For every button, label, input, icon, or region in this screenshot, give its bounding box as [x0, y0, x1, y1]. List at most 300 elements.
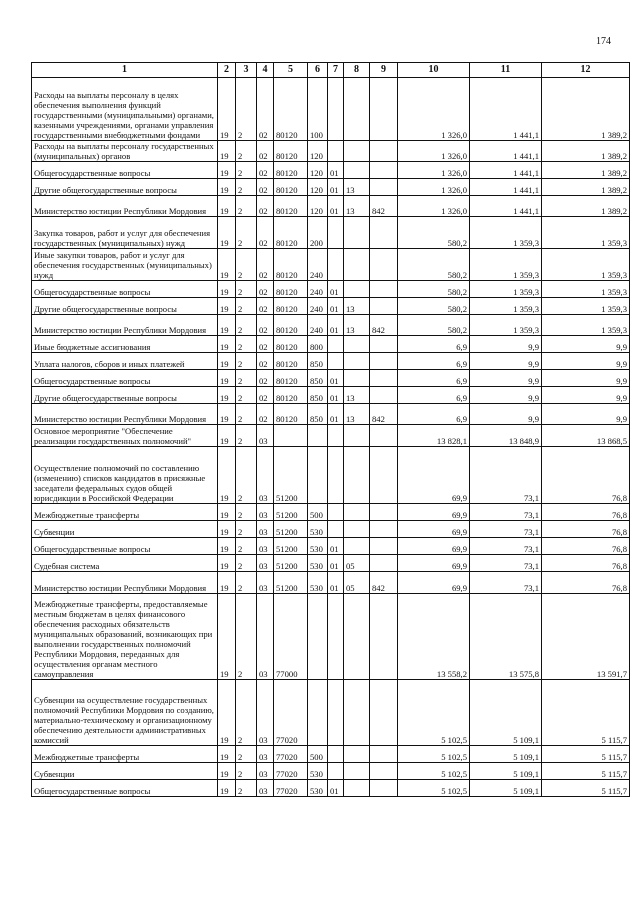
code-cell: 2	[236, 179, 257, 196]
amount-cell: 6,9	[398, 353, 470, 370]
amount-cell: 1 359,3	[542, 281, 630, 298]
code-cell: 01	[328, 281, 344, 298]
page-number: 174	[596, 36, 611, 47]
column-header: 10	[398, 63, 470, 78]
amount-cell: 5 115,7	[542, 763, 630, 780]
code-cell: 530	[308, 763, 328, 780]
row-description: Общегосударственные вопросы	[32, 780, 218, 797]
amount-cell: 73,1	[470, 521, 542, 538]
code-cell: 850	[308, 387, 328, 404]
code-cell: 01	[328, 555, 344, 572]
code-cell: 02	[257, 315, 274, 336]
row-description: Закупка товаров, работ и услуг для обеспечения государственных (муниципальных) нужд	[32, 217, 218, 249]
table-row	[32, 780, 630, 797]
amount-cell: 1 441,1	[470, 179, 542, 196]
code-cell	[370, 141, 398, 162]
amount-cell: 5 102,5	[398, 763, 470, 780]
row-description: Общегосударственные вопросы	[32, 281, 218, 298]
code-cell: 51200	[274, 521, 308, 538]
amount-cell: 580,2	[398, 217, 470, 249]
amount-cell: 5 115,7	[542, 780, 630, 797]
amount-cell: 76,8	[542, 538, 630, 555]
row-description: Межбюджетные трансферты	[32, 746, 218, 763]
table-row	[32, 404, 630, 425]
code-cell: 51200	[274, 447, 308, 504]
amount-cell: 13 868,5	[542, 425, 630, 447]
amount-cell: 1 326,0	[398, 196, 470, 217]
code-cell	[370, 249, 398, 281]
amount-cell: 1 441,1	[470, 78, 542, 141]
amount-cell: 1 359,3	[470, 315, 542, 336]
code-cell: 80120	[274, 298, 308, 315]
code-cell: 19	[218, 538, 236, 555]
amount-cell: 5 109,1	[470, 746, 542, 763]
code-cell: 842	[370, 315, 398, 336]
table-row	[32, 555, 630, 572]
table-row	[32, 281, 630, 298]
code-cell: 05	[344, 572, 370, 594]
code-cell	[344, 504, 370, 521]
code-cell	[370, 746, 398, 763]
code-cell	[328, 746, 344, 763]
code-cell	[344, 217, 370, 249]
code-cell: 2	[236, 249, 257, 281]
code-cell: 19	[218, 521, 236, 538]
code-cell: 03	[257, 555, 274, 572]
code-cell: 2	[236, 281, 257, 298]
code-cell	[328, 78, 344, 141]
amount-cell: 69,9	[398, 447, 470, 504]
code-cell	[344, 353, 370, 370]
code-cell	[328, 447, 344, 504]
code-cell: 19	[218, 353, 236, 370]
code-cell: 01	[328, 315, 344, 336]
code-cell	[370, 425, 398, 447]
code-cell: 2	[236, 538, 257, 555]
code-cell: 01	[328, 196, 344, 217]
code-cell: 2	[236, 425, 257, 447]
code-cell	[370, 447, 398, 504]
code-cell	[370, 162, 398, 179]
amount-cell: 76,8	[542, 572, 630, 594]
row-description: Другие общегосударственные вопросы	[32, 298, 218, 315]
amount-cell: 13 591,7	[542, 594, 630, 680]
code-cell: 120	[308, 196, 328, 217]
code-cell: 51200	[274, 504, 308, 521]
amount-cell: 1 441,1	[470, 196, 542, 217]
amount-cell: 6,9	[398, 336, 470, 353]
column-header: 12	[542, 63, 630, 78]
code-cell: 2	[236, 370, 257, 387]
code-cell: 51200	[274, 555, 308, 572]
code-cell	[328, 336, 344, 353]
amount-cell: 73,1	[470, 555, 542, 572]
code-cell	[370, 281, 398, 298]
code-cell: 80120	[274, 179, 308, 196]
code-cell: 03	[257, 504, 274, 521]
code-cell: 19	[218, 336, 236, 353]
amount-cell: 1 389,2	[542, 78, 630, 141]
code-cell	[370, 78, 398, 141]
code-cell: 02	[257, 404, 274, 425]
code-cell: 2	[236, 217, 257, 249]
amount-cell: 1 359,3	[470, 298, 542, 315]
code-cell: 120	[308, 179, 328, 196]
code-cell: 80120	[274, 387, 308, 404]
table-body	[32, 78, 630, 797]
table-row	[32, 387, 630, 404]
amount-cell: 1 389,2	[542, 196, 630, 217]
code-cell: 13	[344, 404, 370, 425]
code-cell: 842	[370, 572, 398, 594]
code-cell: 19	[218, 447, 236, 504]
amount-cell: 1 441,1	[470, 162, 542, 179]
amount-cell: 69,9	[398, 538, 470, 555]
code-cell: 530	[308, 521, 328, 538]
row-description: Общегосударственные вопросы	[32, 370, 218, 387]
table-row	[32, 78, 630, 141]
code-cell: 19	[218, 179, 236, 196]
amount-cell: 5 115,7	[542, 680, 630, 746]
amount-cell: 76,8	[542, 447, 630, 504]
code-cell: 2	[236, 746, 257, 763]
code-cell	[344, 370, 370, 387]
code-cell: 01	[328, 162, 344, 179]
row-description: Иные закупки товаров, работ и услуг для обеспечения государственных (муниципальных) нужд	[32, 249, 218, 281]
amount-cell: 1 359,3	[542, 298, 630, 315]
code-cell: 19	[218, 141, 236, 162]
code-cell: 03	[257, 425, 274, 447]
code-cell: 530	[308, 572, 328, 594]
code-cell: 19	[218, 281, 236, 298]
amount-cell: 1 359,3	[542, 315, 630, 336]
row-description: Расходы на выплаты персоналу в целях обеспечения выполнения функций государственными (муниципальными) органами, казенными учреждениями, органами управления государственными внебюджетными фондами	[32, 78, 218, 141]
code-cell: 05	[344, 555, 370, 572]
table-row	[32, 521, 630, 538]
code-cell	[370, 217, 398, 249]
code-cell: 19	[218, 680, 236, 746]
code-cell: 850	[308, 404, 328, 425]
code-cell: 02	[257, 141, 274, 162]
code-cell: 842	[370, 404, 398, 425]
code-cell: 530	[308, 780, 328, 797]
table-row	[32, 315, 630, 336]
table-row	[32, 336, 630, 353]
column-header: 11	[470, 63, 542, 78]
amount-cell: 1 326,0	[398, 162, 470, 179]
code-cell: 2	[236, 780, 257, 797]
table-row	[32, 196, 630, 217]
amount-cell: 580,2	[398, 315, 470, 336]
code-cell: 2	[236, 141, 257, 162]
code-cell: 100	[308, 78, 328, 141]
code-cell: 01	[328, 179, 344, 196]
code-cell: 850	[308, 353, 328, 370]
code-cell: 2	[236, 763, 257, 780]
row-description: Основное мероприятие "Обеспечение реализации государственных полномочий"	[32, 425, 218, 447]
code-cell: 77020	[274, 680, 308, 746]
code-cell: 500	[308, 746, 328, 763]
code-cell: 120	[308, 162, 328, 179]
amount-cell: 69,9	[398, 555, 470, 572]
amount-cell: 6,9	[398, 404, 470, 425]
amount-cell: 5 102,5	[398, 780, 470, 797]
amount-cell: 1 389,2	[542, 179, 630, 196]
table-row	[32, 162, 630, 179]
amount-cell: 73,1	[470, 447, 542, 504]
code-cell	[370, 521, 398, 538]
code-cell: 19	[218, 425, 236, 447]
table-row	[32, 447, 630, 504]
column-header: 6	[308, 63, 328, 78]
code-cell	[344, 521, 370, 538]
amount-cell: 5 115,7	[542, 746, 630, 763]
code-cell: 01	[328, 387, 344, 404]
code-cell	[328, 141, 344, 162]
amount-cell: 69,9	[398, 521, 470, 538]
amount-cell: 73,1	[470, 538, 542, 555]
code-cell: 03	[257, 763, 274, 780]
code-cell: 13	[344, 179, 370, 196]
code-cell: 2	[236, 196, 257, 217]
code-cell: 80120	[274, 162, 308, 179]
code-cell: 02	[257, 249, 274, 281]
table-row	[32, 538, 630, 555]
code-cell: 02	[257, 196, 274, 217]
code-cell: 13	[344, 387, 370, 404]
amount-cell: 1 326,0	[398, 179, 470, 196]
code-cell: 01	[328, 404, 344, 425]
code-cell: 80120	[274, 196, 308, 217]
code-cell: 02	[257, 78, 274, 141]
column-header: 2	[218, 63, 236, 78]
code-cell: 2	[236, 353, 257, 370]
code-cell: 2	[236, 387, 257, 404]
code-cell	[370, 594, 398, 680]
code-cell: 80120	[274, 336, 308, 353]
code-cell: 03	[257, 594, 274, 680]
code-cell	[328, 763, 344, 780]
code-cell: 80120	[274, 249, 308, 281]
code-cell: 02	[257, 162, 274, 179]
code-cell: 03	[257, 447, 274, 504]
code-cell: 19	[218, 746, 236, 763]
budget-table	[31, 62, 630, 797]
code-cell: 19	[218, 217, 236, 249]
code-cell	[370, 298, 398, 315]
code-cell: 19	[218, 555, 236, 572]
row-description: Субвенции	[32, 521, 218, 538]
amount-cell: 5 102,5	[398, 746, 470, 763]
row-description: Министерство юстиции Республики Мордовия	[32, 315, 218, 336]
code-cell: 77020	[274, 746, 308, 763]
code-cell: 02	[257, 179, 274, 196]
code-cell	[344, 78, 370, 141]
code-cell	[370, 353, 398, 370]
table-row	[32, 353, 630, 370]
amount-cell: 1 326,0	[398, 141, 470, 162]
code-cell: 200	[308, 217, 328, 249]
code-cell	[370, 179, 398, 196]
row-description: Расходы на выплаты персоналу государственных (муниципальных) органов	[32, 141, 218, 162]
amount-cell: 1 359,3	[542, 217, 630, 249]
code-cell: 2	[236, 572, 257, 594]
table-row	[32, 179, 630, 196]
amount-cell: 13 828,1	[398, 425, 470, 447]
amount-cell: 76,8	[542, 555, 630, 572]
code-cell: 19	[218, 196, 236, 217]
code-cell: 01	[328, 572, 344, 594]
code-cell: 19	[218, 763, 236, 780]
code-cell: 2	[236, 680, 257, 746]
amount-cell: 13 575,8	[470, 594, 542, 680]
table-row	[32, 746, 630, 763]
code-cell: 01	[328, 370, 344, 387]
code-cell: 02	[257, 370, 274, 387]
code-cell	[370, 680, 398, 746]
amount-cell: 580,2	[398, 298, 470, 315]
code-cell	[370, 387, 398, 404]
table-row	[32, 370, 630, 387]
column-header: 4	[257, 63, 274, 78]
code-cell: 850	[308, 370, 328, 387]
code-cell: 01	[328, 298, 344, 315]
amount-cell: 69,9	[398, 572, 470, 594]
code-cell: 19	[218, 594, 236, 680]
amount-cell: 13 558,2	[398, 594, 470, 680]
code-cell: 2	[236, 78, 257, 141]
code-cell	[328, 249, 344, 281]
row-description: Субвенции	[32, 763, 218, 780]
code-cell	[370, 504, 398, 521]
code-cell: 02	[257, 281, 274, 298]
amount-cell: 1 389,2	[542, 141, 630, 162]
code-cell: 19	[218, 78, 236, 141]
code-cell: 2	[236, 404, 257, 425]
code-cell: 80120	[274, 217, 308, 249]
code-cell: 77000	[274, 594, 308, 680]
code-cell: 02	[257, 353, 274, 370]
code-cell: 19	[218, 504, 236, 521]
code-cell	[344, 763, 370, 780]
amount-cell: 69,9	[398, 504, 470, 521]
code-cell	[370, 336, 398, 353]
code-cell	[370, 763, 398, 780]
code-cell	[344, 447, 370, 504]
code-cell: 13	[344, 196, 370, 217]
code-cell	[344, 780, 370, 797]
code-cell: 120	[308, 141, 328, 162]
code-cell	[344, 249, 370, 281]
code-cell	[344, 281, 370, 298]
code-cell: 500	[308, 504, 328, 521]
code-cell	[308, 594, 328, 680]
code-cell	[308, 680, 328, 746]
code-cell	[344, 141, 370, 162]
column-header: 7	[328, 63, 344, 78]
row-description: Осуществление полномочий по составлению (изменению) списков кандидатов в присяжные заседатели федеральных судов общей юрисдикции в Российской Федерации	[32, 447, 218, 504]
row-description: Субвенции на осуществление государственных полномочий Республики Мордовия по созданию, материально-техническому и организационному обеспечению деятельности административных комиссий	[32, 680, 218, 746]
row-description: Другие общегосударственные вопросы	[32, 179, 218, 196]
amount-cell: 73,1	[470, 504, 542, 521]
code-cell: 800	[308, 336, 328, 353]
code-cell	[344, 594, 370, 680]
code-cell: 02	[257, 217, 274, 249]
column-header: 1	[32, 63, 218, 78]
row-description: Уплата налогов, сборов и иных платежей	[32, 353, 218, 370]
code-cell	[370, 780, 398, 797]
code-cell: 03	[257, 746, 274, 763]
code-cell: 240	[308, 249, 328, 281]
code-cell: 530	[308, 538, 328, 555]
code-cell	[308, 447, 328, 504]
code-cell: 2	[236, 315, 257, 336]
table-row	[32, 425, 630, 447]
row-description: Иные бюджетные ассигнования	[32, 336, 218, 353]
code-cell: 77020	[274, 780, 308, 797]
amount-cell: 1 389,2	[542, 162, 630, 179]
row-description: Межбюджетные трансферты	[32, 504, 218, 521]
code-cell: 01	[328, 780, 344, 797]
code-cell: 02	[257, 336, 274, 353]
code-cell	[344, 336, 370, 353]
amount-cell: 9,9	[542, 387, 630, 404]
code-cell: 02	[257, 387, 274, 404]
amount-cell: 1 359,3	[470, 217, 542, 249]
code-cell: 19	[218, 315, 236, 336]
code-cell: 51200	[274, 538, 308, 555]
amount-cell: 580,2	[398, 281, 470, 298]
code-cell: 19	[218, 780, 236, 797]
code-cell: 842	[370, 196, 398, 217]
amount-cell: 9,9	[470, 353, 542, 370]
code-cell: 19	[218, 298, 236, 315]
code-cell: 02	[257, 298, 274, 315]
code-cell: 51200	[274, 572, 308, 594]
column-header: 9	[370, 63, 398, 78]
amount-cell: 9,9	[470, 336, 542, 353]
header-row	[32, 63, 630, 78]
code-cell: 13	[344, 315, 370, 336]
code-cell	[344, 162, 370, 179]
amount-cell: 5 102,5	[398, 680, 470, 746]
amount-cell: 9,9	[542, 404, 630, 425]
amount-cell: 76,8	[542, 504, 630, 521]
code-cell	[344, 680, 370, 746]
code-cell	[370, 538, 398, 555]
table-row	[32, 763, 630, 780]
code-cell	[328, 680, 344, 746]
code-cell: 2	[236, 162, 257, 179]
code-cell	[370, 370, 398, 387]
code-cell: 03	[257, 680, 274, 746]
code-cell: 03	[257, 572, 274, 594]
amount-cell: 76,8	[542, 521, 630, 538]
code-cell: 80120	[274, 141, 308, 162]
column-header: 3	[236, 63, 257, 78]
table-row	[32, 572, 630, 594]
code-cell: 80120	[274, 353, 308, 370]
code-cell: 77020	[274, 763, 308, 780]
row-description: Министерство юстиции Республики Мордовия	[32, 572, 218, 594]
code-cell: 03	[257, 521, 274, 538]
code-cell	[370, 555, 398, 572]
row-description: Межбюджетные трансферты, предоставляемые местным бюджетам в целях финансового обеспечения расходных обязательств муниципальных образований, возникающих при выполнении государственных полномочий Республики Мордовия, переданных для осуществления органам местного самоуправления	[32, 594, 218, 680]
code-cell: 01	[328, 538, 344, 555]
amount-cell: 6,9	[398, 370, 470, 387]
code-cell	[328, 353, 344, 370]
row-description: Общегосударственные вопросы	[32, 538, 218, 555]
